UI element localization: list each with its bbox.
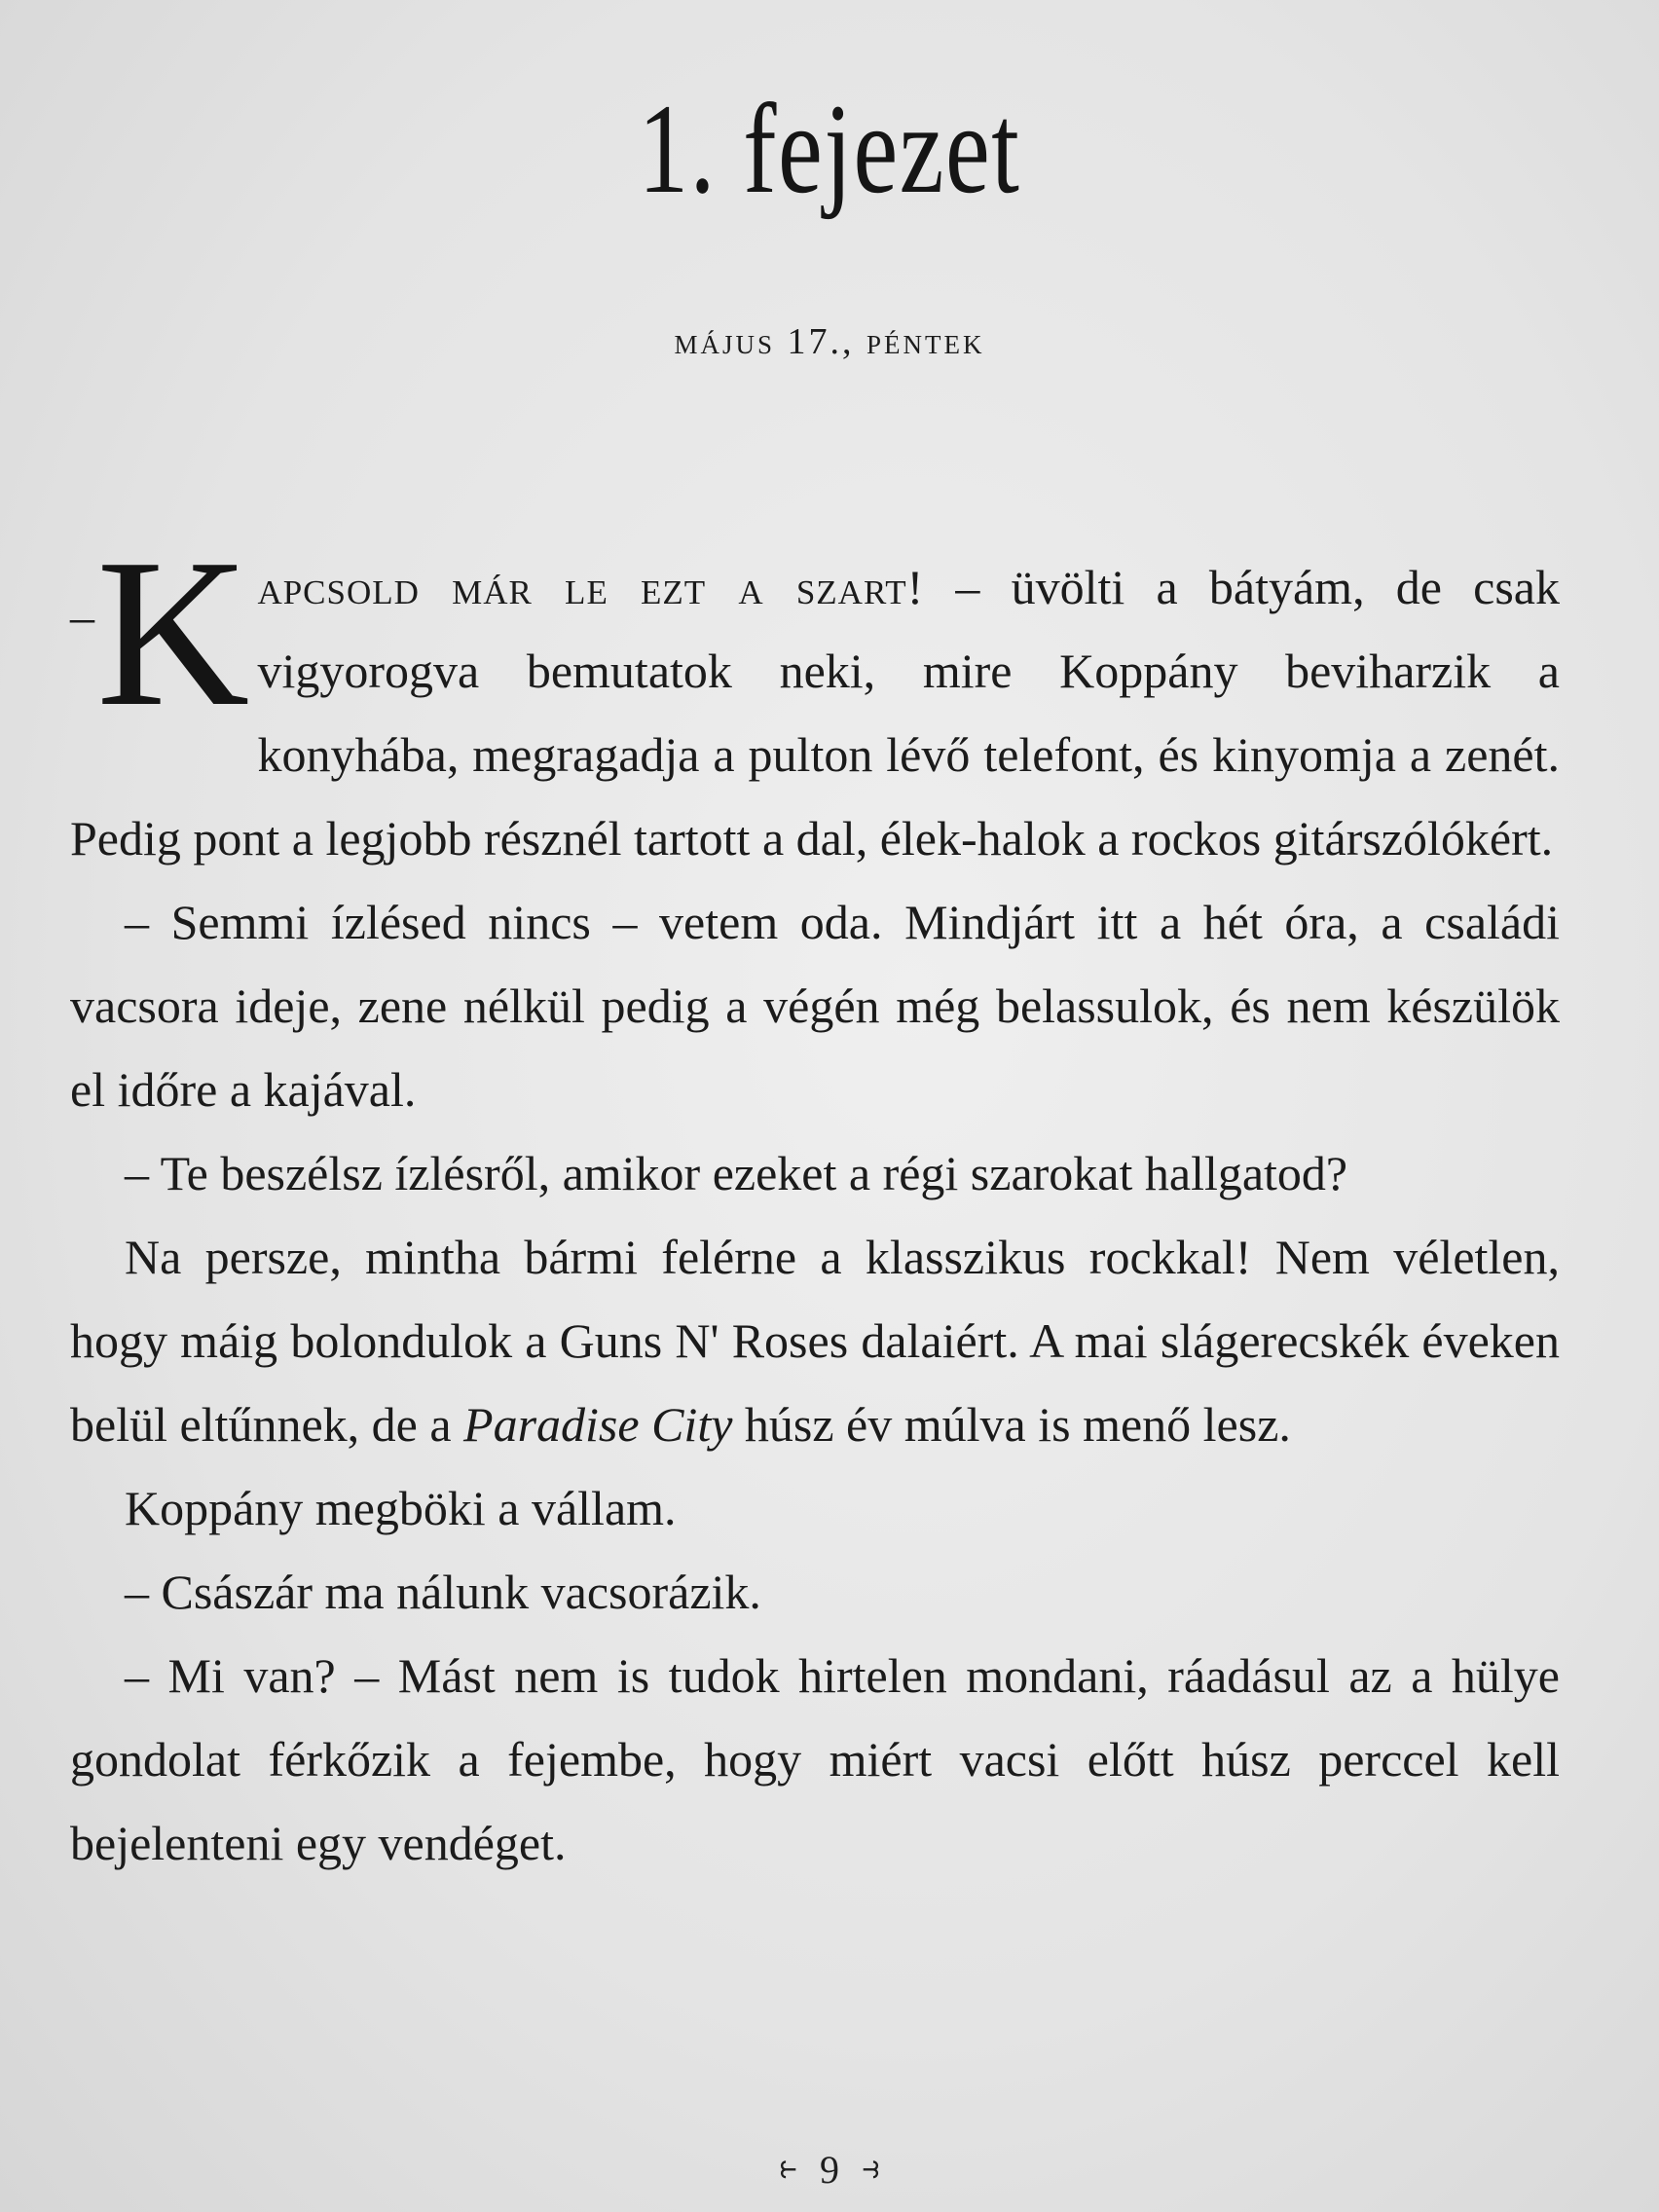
paragraph-4 xyxy=(70,1215,1560,1466)
paragraph-4-text-before: Na persze, mintha bármi felérne a klasszikus rockkal! Nem véletlen, hogy máig bolondulok a Guns N' Roses dalaiért. A mai slágerecskék éveken belül eltűnnek, de a xyxy=(70,1230,1560,1452)
paragraph-6: – Császár ma nálunk vacsorázik. xyxy=(125,1565,761,1619)
paragraph-5: Koppány megböki a vállam. xyxy=(125,1481,677,1535)
paragraph-2: – Semmi ízlésed nincs – vetem oda. Mindjárt itt a hét óra, a családi vacsora ideje, zene nélkül pedig a végén még belassulok, és nem készülök el időre a kajával. xyxy=(70,895,1560,1117)
ornament-left-icon: ⥼ xyxy=(775,2153,800,2186)
opening-dash: – xyxy=(70,589,94,644)
page-footer xyxy=(0,2142,1659,2194)
ornament-right-icon: ⥽ xyxy=(859,2153,884,2186)
drop-cap: K xyxy=(96,516,250,751)
paragraph-3: – Te beszélsz ízlésről, amikor ezeket a régi szarokat hallgatod? xyxy=(125,1146,1348,1200)
opening-smallcaps: apcsold már le ezt a szart! xyxy=(257,560,925,614)
paragraph-1 xyxy=(70,516,1560,880)
chapter-title: 1. fejezet xyxy=(638,77,1021,220)
paragraph-4-text-after: húsz év múlva is menő lesz. xyxy=(732,1397,1291,1452)
song-title: Paradise City xyxy=(463,1397,733,1452)
paragraph-1-text: – üvölti a bátyám, de csak vigyorogva bemutatok neki, mire Koppány beviharzik a konyhába, megragadja a pulton lévő telefont, és kinyomja a zenét. Pedig pont a legjobb résznél tartott a dal, élek-halok a rockos gitárszólókért. xyxy=(70,560,1560,866)
chapter-date: május 17., péntek xyxy=(674,321,985,362)
body-text xyxy=(70,516,1560,1885)
page-number: 9 xyxy=(820,2147,839,2192)
paragraph-7: – Mi van? – Mást nem is tudok hirtelen mondani, ráadásul az a hülye gondolat férkőzik a fejembe, hogy miért vacsi előtt húsz perccel kell bejelenteni egy vendéget. xyxy=(70,1648,1560,1870)
